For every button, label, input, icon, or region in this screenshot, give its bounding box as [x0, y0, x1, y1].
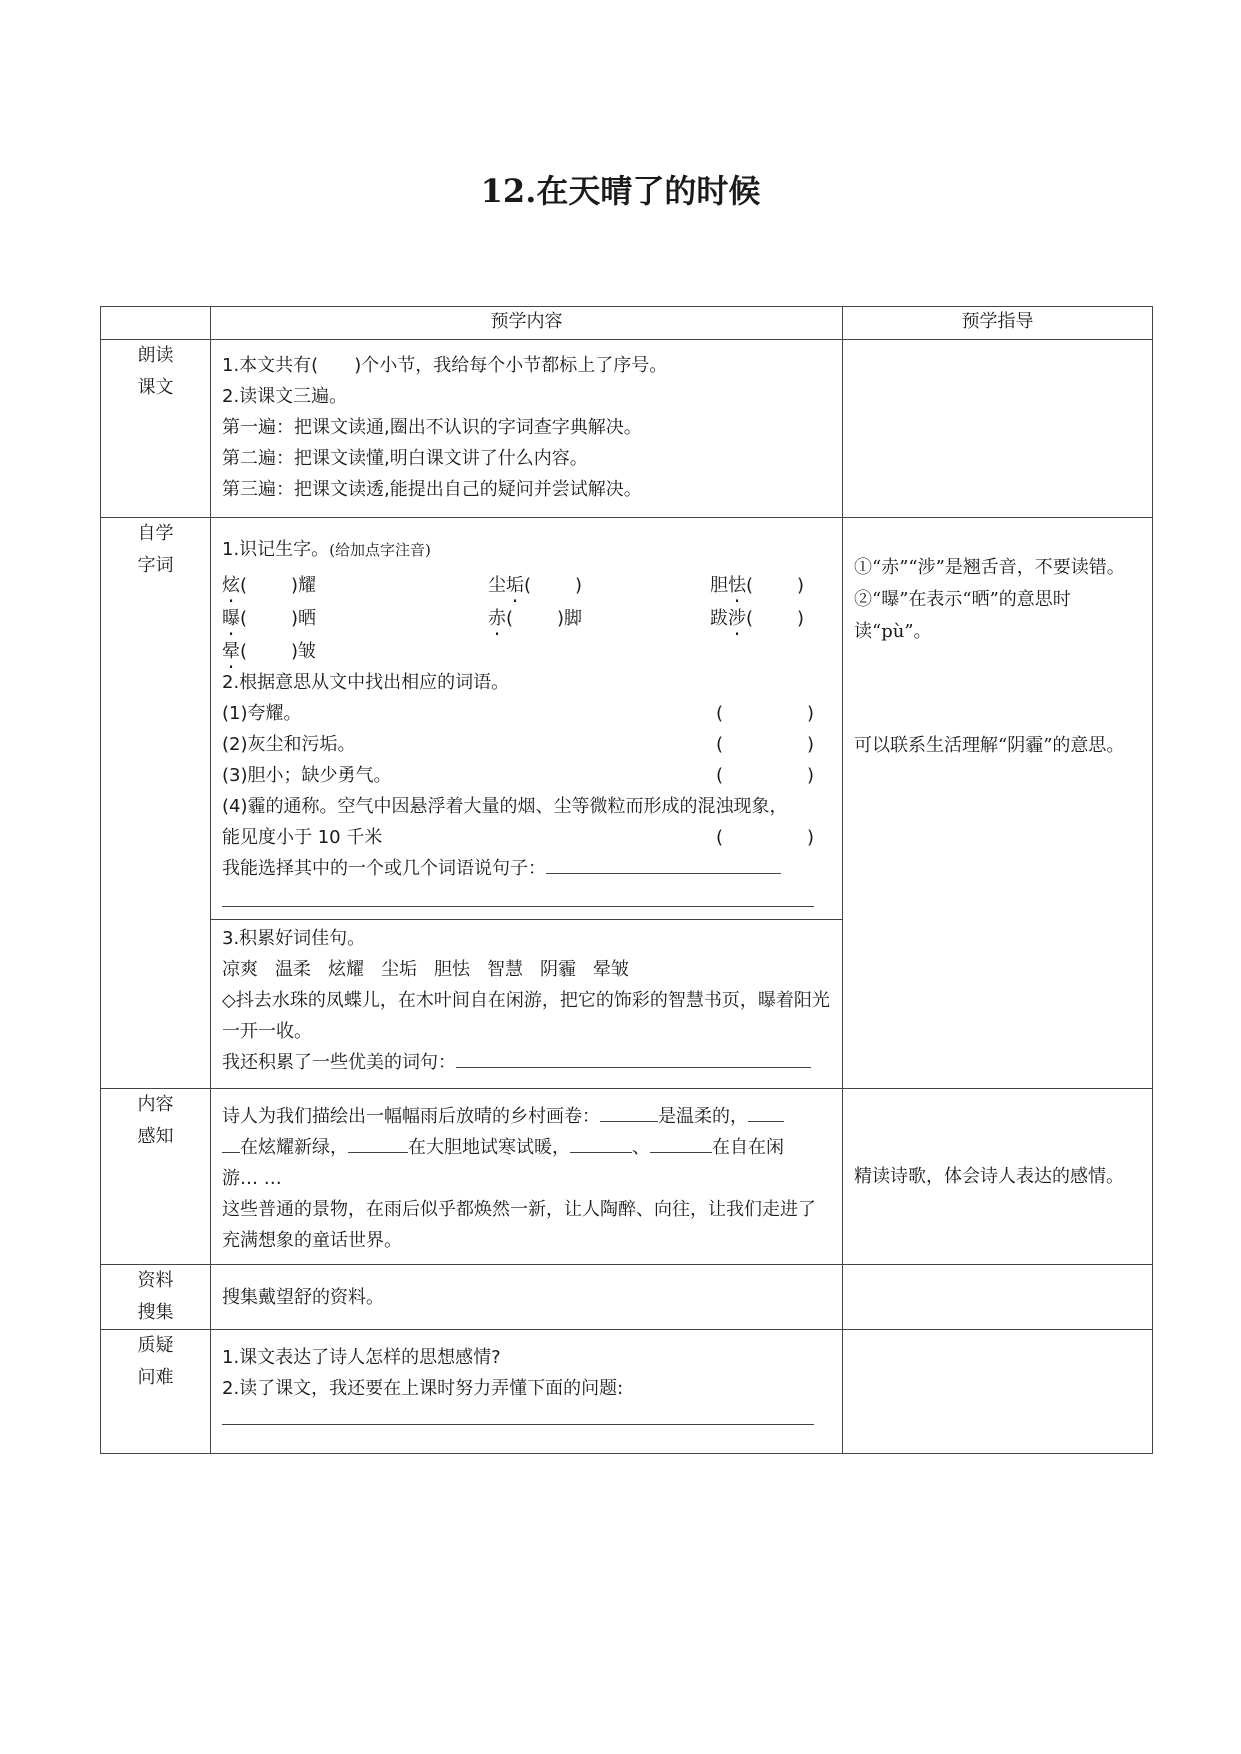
- vocab-divider: [211, 919, 842, 920]
- dotted-char: 晕: [222, 641, 240, 662]
- char-item: 尘垢( ): [488, 575, 583, 596]
- dotted-char: 怯: [728, 575, 746, 596]
- read-line-1: 1.本文共有( )个小节，我给每个小节都标上了序号。: [222, 355, 668, 376]
- sentence-prompt-row: [222, 853, 832, 884]
- sentence-blank-line[interactable]: [222, 888, 814, 907]
- label-content: 内容 感知: [101, 1089, 211, 1265]
- answer-paren[interactable]: ( ): [716, 765, 814, 786]
- row-content: [101, 1089, 1153, 1265]
- read-guide: [843, 340, 1153, 518]
- collect-blank[interactable]: [456, 1047, 811, 1068]
- page-title: 12.在天晴了的时候: [480, 172, 761, 210]
- data-content: 搜集戴望舒的资料。: [211, 1265, 843, 1330]
- row-question: [101, 1330, 1153, 1454]
- vocab-guide: [843, 518, 1153, 1089]
- read-line-2: 2.读课文三遍。: [222, 386, 348, 407]
- char-row: [222, 636, 832, 667]
- meaning-item: (1)夸耀。 ( ): [222, 698, 832, 729]
- word-item: 炫耀: [328, 959, 364, 980]
- blank-4[interactable]: [570, 1132, 632, 1153]
- answer-paren: ( ): [716, 827, 814, 848]
- char-item: 炫( )耀: [222, 575, 317, 596]
- answer-paren[interactable]: ( ): [716, 703, 814, 724]
- guide-tip-1: ①“赤”“涉”是翘舌音，不要读错。: [854, 557, 1125, 578]
- label-read: 朗读 课文: [101, 340, 211, 518]
- quote: ◇抖去水珠的凤蝶儿，在木叶间自在闲游，把它的饰彩的智慧书页，曝着阳光一开一收。: [222, 990, 830, 1042]
- content-summary: 这些普通的景物，在雨后似乎都焕然一新，让人陶醉、向往，让我们走进了充满想象的童话世界。: [222, 1199, 816, 1251]
- question-content: 1.课文表达了诗人怎样的思想感情? 2.读了课文，我还要在上课时努力弄懂下面的问题:: [211, 1330, 843, 1454]
- word-item: 晕皱: [593, 959, 629, 980]
- read-line-3: 第一遍：把课文读通,圈出不认识的字词查字典解决。: [222, 417, 642, 438]
- word-item: 凉爽: [222, 959, 258, 980]
- vocab-content: [211, 518, 843, 1089]
- word-item: 温柔: [275, 959, 311, 980]
- meaning-4b: 能见度小于 10 千米: [222, 827, 383, 848]
- meaning-list: [222, 698, 832, 791]
- meaning-4b-row: [222, 822, 832, 853]
- word-item: 尘垢: [381, 959, 417, 980]
- char-grid: [222, 570, 832, 667]
- row-read: [101, 340, 1153, 518]
- label-question: 质疑 问难: [101, 1330, 211, 1454]
- char-item: 晕( )皱: [222, 641, 317, 662]
- answer-paren[interactable]: ( ): [716, 734, 814, 755]
- dotted-char: 赤: [488, 608, 506, 629]
- meaning-4a: (4)霾的通称。空气中因悬浮着大量的烟、尘等微粒而形成的混浊现象，: [222, 796, 788, 817]
- char-item: 赤( )脚: [488, 608, 583, 629]
- meaning-item: (3)胆小；缺少勇气。 ( ): [222, 760, 832, 791]
- q3-title: 3.积累好词佳句。: [222, 928, 366, 949]
- q2-title: 2.根据意思从文中找出相应的词语。: [222, 672, 510, 693]
- header-content: 预学内容: [211, 307, 843, 340]
- meaning-item: (2)灰尘和污垢。 ( ): [222, 729, 832, 760]
- char-row: [222, 570, 832, 601]
- row-data: [101, 1265, 1153, 1330]
- blank-1[interactable]: [600, 1101, 658, 1122]
- question-blank-line[interactable]: [222, 1406, 814, 1425]
- read-line-5: 第三遍：把课文读透,能提出自己的疑问并尝试解决。: [222, 479, 642, 500]
- char-row: [222, 603, 832, 634]
- word-item: 胆怯: [434, 959, 470, 980]
- guide-tip-3: 可以联系生活理解“阴霾”的意思。: [854, 735, 1125, 756]
- content-content: 诗人为我们描绘出一幅幅雨后放晴的乡村画卷： 是温柔的， 在炫耀新绿， 在大胆地试寒试暖， 、 在自在闲 游… … 这些普通的景物，在雨后似乎都焕然一新，让人陶醉、向往，让我们走进了充满想象的童话世界。: [211, 1089, 843, 1265]
- dotted-char: 涉: [728, 608, 746, 629]
- content-guide: 精读诗歌，体会诗人表达的感情。: [843, 1089, 1153, 1265]
- char-item: 曝( )晒: [222, 608, 317, 629]
- sentence-blank[interactable]: [546, 853, 781, 874]
- data-guide: [843, 1265, 1153, 1330]
- header-empty: [101, 307, 211, 340]
- header-row: [101, 307, 1153, 340]
- collect-prompt-row: [222, 1047, 832, 1078]
- row-vocab: [101, 518, 1153, 1089]
- collect-prompt: 我还积累了一些优美的词句：: [222, 1052, 456, 1073]
- preview-table: [100, 306, 1153, 1454]
- dotted-char: 炫: [222, 575, 240, 596]
- label-vocab: 自学 字词: [101, 518, 211, 1089]
- blank-2b[interactable]: [222, 1132, 240, 1153]
- label-data: 资料 搜集: [101, 1265, 211, 1330]
- blank-3[interactable]: [348, 1132, 408, 1153]
- question-guide: [843, 1330, 1153, 1454]
- read-content: [211, 340, 843, 518]
- word-list: [222, 954, 832, 985]
- sentence-prompt: 我能选择其中的一个或几个词语说句子：: [222, 858, 546, 879]
- read-line-4: 第二遍：把课文读懂,明白课文讲了什么内容。: [222, 448, 588, 469]
- guide-tip-2: ②“曝”在表示“晒”的意思时读“pù”。: [854, 589, 1071, 642]
- dotted-char: 曝: [222, 608, 240, 629]
- dotted-char: 垢: [506, 575, 524, 596]
- blank-5[interactable]: [650, 1132, 712, 1153]
- char-item: 胆怯( ): [710, 575, 805, 596]
- header-guide: 预学指导: [843, 307, 1153, 340]
- blank-2a[interactable]: [748, 1101, 784, 1122]
- q1-title: 1.识记生字。(给加点字注音): [222, 539, 431, 560]
- char-item: 跋涉( ): [710, 608, 805, 629]
- word-item: 阴霾: [540, 959, 576, 980]
- word-item: 智慧: [487, 959, 523, 980]
